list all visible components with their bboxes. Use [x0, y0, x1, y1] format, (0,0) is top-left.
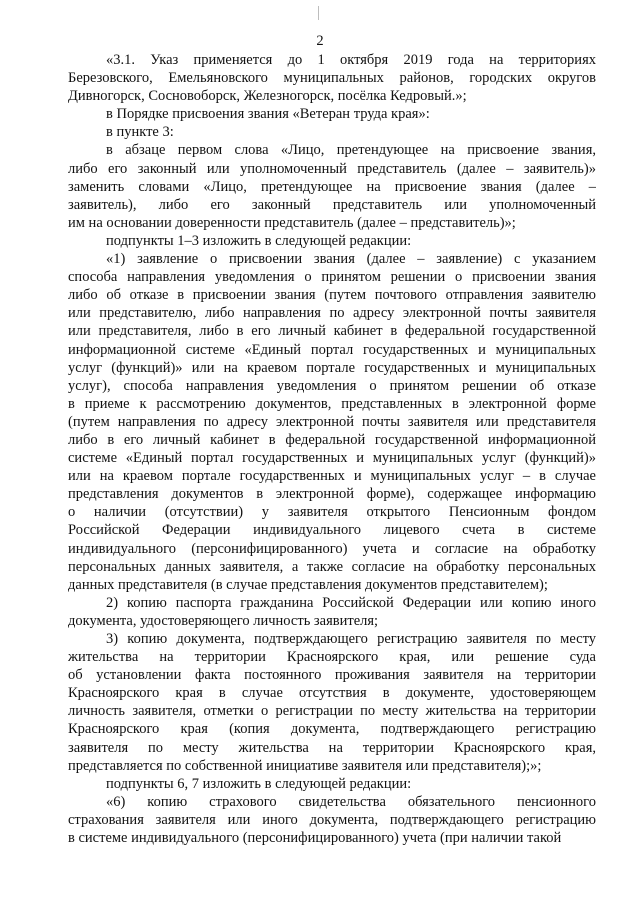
- paragraph: [68, 630, 596, 775]
- paragraph: [68, 793, 596, 847]
- text-line: подпункты 1–3 изложить в следующей редакции:: [106, 232, 412, 249]
- text-line: способа направления уведомления о принятом решении о присвоении звания: [68, 269, 596, 286]
- paragraph: [68, 232, 596, 250]
- text-line: документа, удостоверяющего личность заявителя;: [68, 612, 379, 629]
- text-line: в системе индивидуального (персонифицированного) учета (при наличии такой: [68, 830, 562, 847]
- scan-mark: [318, 6, 319, 20]
- text-line: Березовского, Емельяновского муниципальных районов, городских округов: [68, 70, 596, 87]
- text-line: «3.1. Указ применяется до 1 октября 2019 года на территориях: [106, 52, 596, 68]
- text-line: Российской Федерации индивидуального лицевого счета в системе: [68, 522, 596, 539]
- page-number: 2: [316, 33, 324, 49]
- text-line: 3) копию документа, подтверждающего регистрацию заявителя по месту: [106, 631, 596, 647]
- text-line: информационной системе «Единый портал государственных и муниципальных: [68, 341, 596, 358]
- text-line: заявитель), либо его законный представитель или уполномоченный: [68, 196, 596, 213]
- text-line: или представителю, либо направления по адресу электронной почты заявителя: [68, 305, 596, 322]
- text-line: услуг), способа направления уведомления о принятом решении об отказе: [68, 377, 596, 394]
- text-line: представления документов в электронной форме), содержащее информацию: [68, 486, 596, 503]
- text-line: персональных данных заявителя, а также согласие на обработку персональных: [68, 558, 596, 575]
- text-line: либо в его личный кабинет в федеральной государственной информационной: [68, 431, 596, 448]
- document-body: [68, 51, 596, 847]
- text-line: индивидуального (персонифицированного) учета и согласие на обработку: [68, 540, 596, 557]
- paragraph: [68, 775, 596, 793]
- text-line: либо об отказе в присвоении звания (путем почтового отправления заявителю: [68, 287, 596, 304]
- text-line: жительства на территории Красноярского края, или решение суда: [68, 649, 596, 666]
- text-line: об установлении факта постоянного проживания заявителя на территории: [68, 667, 596, 684]
- text-line: 2) копию паспорта гражданина Российской Федерации или копию иного: [106, 594, 596, 611]
- text-line: Дивногорск, Сосновоборск, Железногорск, посёлка Кедровый.»;: [68, 88, 467, 105]
- paragraph: [68, 141, 596, 231]
- text-line: Красноярского края в случае отсутствия в документе, удостоверяющем: [68, 685, 596, 702]
- text-line: в приеме к рассмотрению документов, представленных в электронной форме: [68, 395, 596, 412]
- text-line: или представителя, либо в его личный кабинет в федеральной государственной: [68, 323, 596, 340]
- text-line: Красноярского края (копия документа, подтверждающего регистрацию: [68, 721, 596, 738]
- text-line: личность заявителя, отметки о регистрации по месту жительства на территории: [68, 703, 596, 720]
- text-line: им на основании доверенности представитель (далее – представитель)»;: [68, 214, 516, 231]
- text-line: подпункты 6, 7 изложить в следующей редакции:: [106, 775, 412, 792]
- text-line: заменить словами «Лицо, претендующее на присвоение звания (далее –: [68, 178, 596, 195]
- paragraph: [68, 594, 596, 630]
- text-line: (путем направления по адресу электронной почты заявителя или представителя: [68, 413, 596, 430]
- text-line: представляется по собственной инициативе заявителя или представителя);»;: [68, 757, 542, 774]
- text-line: «1) заявление о присвоении звания (далее – заявление) с указанием: [106, 251, 596, 268]
- text-line: в абзаце первом слова «Лицо, претендующее на присвоение звания,: [106, 142, 596, 159]
- text-line: либо его законный или уполномоченный представитель (далее – заявитель)»: [68, 160, 596, 177]
- paragraph: [68, 105, 596, 123]
- text-line: о наличии (отсутствии) у заявителя открытого Пенсионным фондом: [68, 504, 596, 521]
- text-line: системе «Единый портал государственных и муниципальных услуг (функций)»: [68, 450, 596, 467]
- text-line: услуг (функций)» или на краевом портале государственных и муниципальных: [68, 359, 596, 376]
- paragraph: [68, 51, 596, 105]
- text-line: страхования заявителя или иного документа, подтверждающего регистрацию: [68, 811, 596, 828]
- text-line: «6) копию страхового свидетельства обязательного пенсионного: [106, 793, 596, 810]
- text-line: данных представителя (в случае представления документов представителем);: [68, 576, 548, 593]
- text-line: или на краевом портале государственных и муниципальных услуг – в случае: [68, 468, 596, 485]
- text-line: в пункте 3:: [106, 124, 174, 141]
- text-line: в Порядке присвоения звания «Ветеран труда края»:: [106, 106, 430, 123]
- paragraph: [68, 250, 596, 594]
- text-line: заявителя по месту жительства на территории Красноярского края,: [68, 739, 596, 756]
- paragraph: [68, 123, 596, 141]
